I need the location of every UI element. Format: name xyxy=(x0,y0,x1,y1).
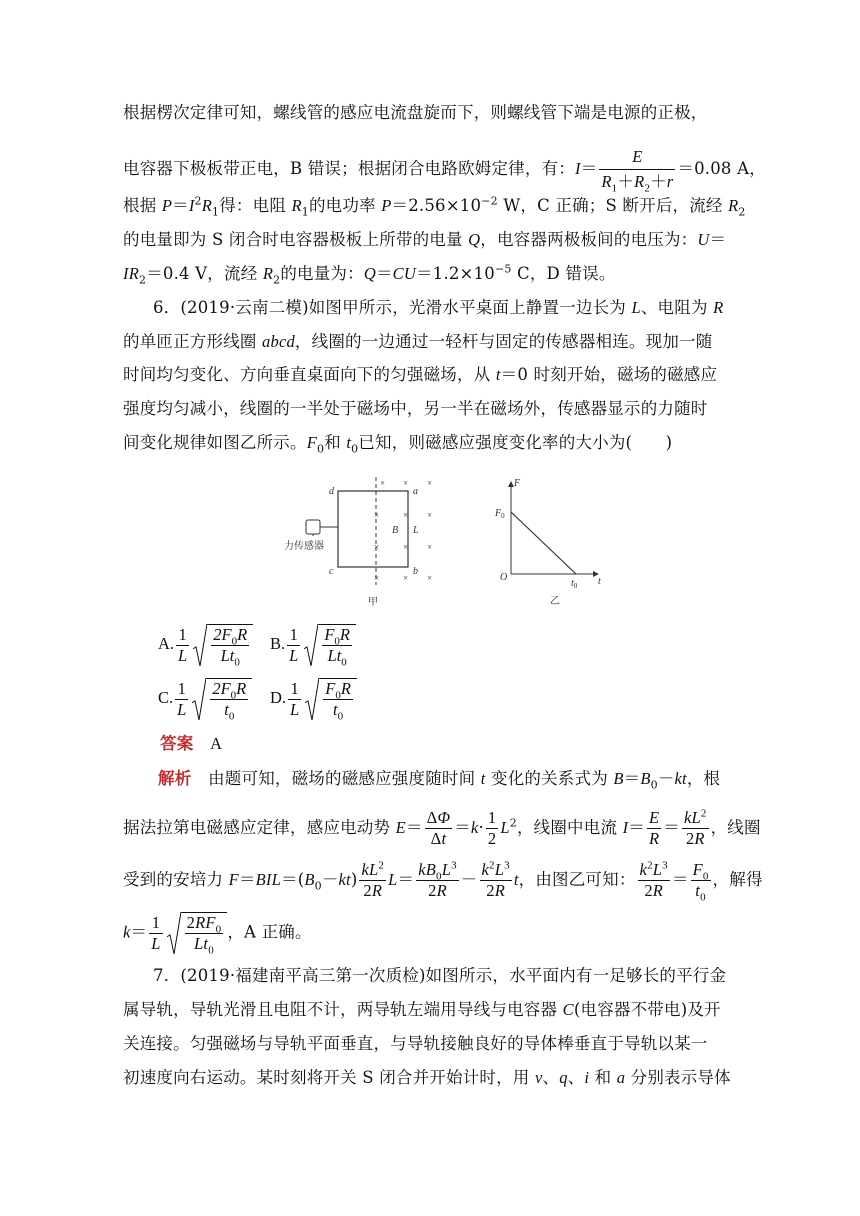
paragraph-text: 时间均匀变化、方向垂直桌面向下的匀强磁场，从 xyxy=(123,365,496,384)
paragraph-text: 属导轨，导轨光滑且电阻不计，两导轨左端用导线与电容器 xyxy=(123,1000,563,1019)
fraction: $\frac{1}{L}$ xyxy=(178,624,188,665)
paragraph-text: 的电功率 xyxy=(308,196,382,215)
svg-text:×: × xyxy=(403,478,409,488)
text-line: 电容器下极板带正电，B 错误；根据闭合电路欧姆定律，有：I＝ $\frac{E}{R_1+R_2+r}$ ＝0.08 A， xyxy=(123,147,766,195)
figure-b-force-time-graph xyxy=(494,476,614,608)
figure-a-coil-diagram xyxy=(282,473,442,609)
sqrt: $\frac{F_0R}{Lt_0}$ xyxy=(304,624,356,666)
analysis-line: 解析 由题可知，磁场的磁感应强度随时间 t 变化的关系式为 $B=B_0-kt$，根 xyxy=(158,769,721,792)
label-t: t xyxy=(598,576,601,587)
sqrt: $\frac{2F_0R}{t_0}$ xyxy=(192,678,252,720)
paragraph-text: ＝0.08 A， xyxy=(677,159,766,178)
paragraph-text: 、电阻为 xyxy=(640,298,714,317)
svg-text:×: × xyxy=(427,478,433,488)
text-line xyxy=(123,101,743,125)
choice-letter: A. xyxy=(158,633,175,653)
fraction: $\frac{1}{L}$ xyxy=(151,912,161,953)
label-a: a xyxy=(413,486,418,497)
paragraph-text: 7．(2019·福建南平高三第一次质检)如图所示，水平面内有一足够长的平行金 xyxy=(153,966,727,985)
paragraph-text: 由题可知，磁场的磁感应强度随时间 xyxy=(208,769,481,788)
analysis-line: 据法拉第电磁感应定律，感应电动势 E＝ $\frac{\Delta\Phi}{\Delta t}$ ＝k· $\frac{1}{2}$ $L^2$，线圈中电流 I＝ $\frac{E}{R}$ ＝ $\frac{kL^2}{2R}$ ，线圈 xyxy=(123,807,761,848)
paragraph-text: 的电量为： xyxy=(280,264,364,283)
fraction: $\frac{1}{L}$ xyxy=(177,678,187,719)
answer-label: 答案 xyxy=(160,734,194,753)
sqrt: $\frac{2F_0R}{Lt_0}$ xyxy=(193,624,253,666)
paragraph-text: 分别表示导体 xyxy=(625,1068,731,1087)
paragraph-text: 初速度向右运动。某时刻将开关 S 闭合并开始计时，用 xyxy=(123,1068,535,1087)
fraction: $\frac{1}{2}$ xyxy=(487,808,497,848)
paragraph-text: 强度均匀减小，线圈的一半处于磁场中，另一半在磁场外，传感器显示的力随时 xyxy=(123,399,708,418)
label-d: d xyxy=(329,486,334,497)
answer-line xyxy=(160,732,780,756)
fraction: $\frac{kL^2}{2R}$ xyxy=(684,807,707,848)
paragraph-text: 间变化规律如图乙所示。 xyxy=(123,433,307,452)
question-7-line: 属导轨，导轨光滑且电阻不计，两导轨左端用导线与电容器 C(电容器不带电)及开 xyxy=(123,1000,721,1019)
question-6-line xyxy=(123,397,743,421)
answer-value: A xyxy=(210,734,223,753)
force-line xyxy=(511,512,576,574)
figure-b-caption: 乙 xyxy=(550,596,560,607)
paragraph-text: ＝0.4 V，流经 xyxy=(146,264,263,283)
svg-text:×: × xyxy=(427,510,433,520)
svg-text:×: × xyxy=(427,573,433,583)
question-6-line: 时间均匀变化、方向垂直桌面向下的匀强磁场，从 t＝0 时刻开始，磁场的磁感应 xyxy=(123,365,718,384)
figure-a-caption: 甲 xyxy=(368,597,378,608)
paragraph-text: 根据 xyxy=(123,196,162,215)
sensor-box xyxy=(306,520,320,534)
paragraph-text: 6．(2019·云南二模)如图甲所示，光滑水平桌面上静置一边长为 xyxy=(153,298,632,317)
svg-text:×: × xyxy=(380,478,386,488)
paragraph-text: 、 xyxy=(542,1068,560,1087)
paragraph-text: 的电量即为 S 闭合时电容器极板上所带的电量 xyxy=(123,230,469,249)
svg-text:×: × xyxy=(403,510,409,520)
fraction: $\frac{E}{R}$ xyxy=(649,808,660,848)
fraction: $\frac{kL^2}{2R}$ xyxy=(361,859,385,900)
svg-text:×: × xyxy=(374,542,380,552)
paragraph-text: 受到的安培力 xyxy=(123,870,229,889)
paragraph-text: ＝2.56×10 xyxy=(391,196,482,215)
paragraph-text: W，C 正确；S 断开后，流经 xyxy=(497,196,729,215)
label-c: c xyxy=(329,566,334,577)
paragraph-text: C，D 错误。 xyxy=(511,264,616,283)
paragraph-text: 变化的关系式为 xyxy=(485,769,614,788)
paragraph-text: ，A 正确。 xyxy=(227,922,312,942)
svg-text:×: × xyxy=(403,542,409,552)
fraction: $\frac{1}{L}$ xyxy=(289,624,299,665)
text-line: $IR_2=0.4$ V，流经 $R_2$的电量为：$Q=CU=1.2\times 10^{-5}$ C，D 错误。 xyxy=(123,262,616,287)
svg-text:×: × xyxy=(427,542,433,552)
label-L: L xyxy=(413,525,419,536)
paragraph-text: ，电容器两极板间的电压为： xyxy=(480,230,698,249)
paragraph-text: ，解得 xyxy=(712,870,763,889)
choice-letter: D. xyxy=(270,687,287,707)
label-t0: $t_0$ xyxy=(571,578,578,590)
paragraph-text: ，线圈的一边通过一轻杆与固定的传感器相连。现加一随 xyxy=(294,332,713,351)
analysis-line: 受到的安培力 $F=BIL=(B_0-kt)$ $\frac{kL^2}{2R}$ L＝ $\frac{kB_0L^3}{2R}$ － $\frac{k^2L^3}{2R}$ t，由图乙可知： $\frac{k^2L^3}{2R}$ ＝ $\frac{F_0}{t_0}$ ，解得 xyxy=(123,859,763,904)
fraction: $\frac{F_0}{t_0}$ xyxy=(692,860,709,904)
paragraph-text: 、 xyxy=(567,1068,585,1087)
sensor-label: 力传感器 xyxy=(284,541,324,552)
label-O: O xyxy=(500,572,508,583)
fraction: $\frac{kB_0L^3}{2R}$ xyxy=(418,859,457,900)
label-F: F xyxy=(514,478,521,489)
paragraph-text: ＝0 时刻开始，磁场的磁感应 xyxy=(500,365,718,384)
paragraph-text: ，根 xyxy=(686,769,721,788)
sqrt: $\frac{2RF_0}{Lt_0}$ xyxy=(167,912,228,954)
fraction: $\frac{1}{L}$ xyxy=(290,678,300,719)
question-6-line: 的单匝正方形线圈 abcd，线圈的一边通过一轻杆与固定的传感器相连。现加一随 xyxy=(123,332,713,351)
paragraph-text: 得：电阻 xyxy=(219,196,292,215)
paragraph-text: 和 xyxy=(324,433,347,452)
fraction: $\frac{E}{R_1+R_2+r}$ xyxy=(601,147,674,195)
paragraph-text: 和 xyxy=(589,1068,617,1087)
choice-letter: B. xyxy=(270,633,286,653)
paragraph-text: ，线圈 xyxy=(710,818,761,837)
analysis-label: 解析 xyxy=(158,769,192,788)
label-B: B xyxy=(392,525,399,536)
paragraph-text: (电容器不带电)及开 xyxy=(573,1000,721,1019)
label-b: b xyxy=(413,566,418,577)
sqrt: $\frac{F_0R}{t_0}$ xyxy=(305,678,357,720)
fraction: $\frac{\Delta\Phi}{\Delta t}$ xyxy=(426,808,451,848)
paragraph-text: 已知，则磁感应强度变化率的大小为( ) xyxy=(358,433,673,452)
choice-c[interactable] xyxy=(158,678,252,723)
text-line: 根据 $P=I^2R_1$得：电阻 $R_1$的电功率 $P=2.56\times 10^{-2}$ W，C 正确；S 断开后，流经 $R_2$ xyxy=(123,194,746,219)
analysis-line: k＝ $\frac{1}{L}$ $\frac{2RF_0}{Lt_0}$ ，A 正确。 xyxy=(123,912,312,957)
question-7-line: 初速度向右运动。某时刻将开关 S 闭合并开始计时，用 v、q、i 和 a 分别表示导体 xyxy=(123,1068,731,1087)
question-6-line: 间变化规律如图乙所示。$F_0$和 $t_0$已知，则磁感应强度变化率的大小为( ) xyxy=(123,433,673,456)
question-7-line xyxy=(153,964,773,988)
question-7-line xyxy=(123,1032,743,1056)
question-6-line: 6．(2019·云南二模)如图甲所示，光滑水平桌面上静置一边长为 L、电阻为 R xyxy=(153,298,724,317)
choice-b[interactable] xyxy=(270,624,356,669)
paragraph-text: 根据楞次定律可知，螺线管的感应电流盘旋而下，则螺线管下端是电源的正极， xyxy=(123,103,708,122)
paragraph-text: ，线圈中电流 xyxy=(516,818,623,837)
paragraph-text: ，由图乙可知： xyxy=(518,870,636,889)
paragraph-text: 的单匝正方形线圈 xyxy=(123,332,263,351)
paragraph-text: 据法拉第电磁感应定律，感应电动势 xyxy=(123,818,396,837)
svg-text:×: × xyxy=(374,573,380,583)
fraction: $\frac{k^2L^3}{2R}$ xyxy=(481,859,510,900)
choice-d[interactable] xyxy=(270,678,357,723)
label-F0: $F_0$ xyxy=(495,508,505,520)
svg-text:×: × xyxy=(403,573,409,583)
text-line: 的电量即为 S 闭合时电容器极板上所带的电量 Q，电容器两极板间的电压为：U＝ xyxy=(123,230,727,249)
paragraph-text: ＝1.2×10 xyxy=(415,264,495,283)
choice-a[interactable] xyxy=(158,624,253,669)
paragraph-text: 关连接。匀强磁场与导轨平面垂直，与导轨接触良好的导体棒垂直于导轨以某一 xyxy=(123,1034,708,1053)
paragraph-text: 电容器下极板带正电，B 错误；根据闭合电路欧姆定律，有： xyxy=(123,159,575,178)
choice-letter: C. xyxy=(158,687,174,707)
svg-text:×: × xyxy=(374,510,380,520)
fraction: $\frac{k^2L^3}{2R}$ xyxy=(639,859,668,900)
